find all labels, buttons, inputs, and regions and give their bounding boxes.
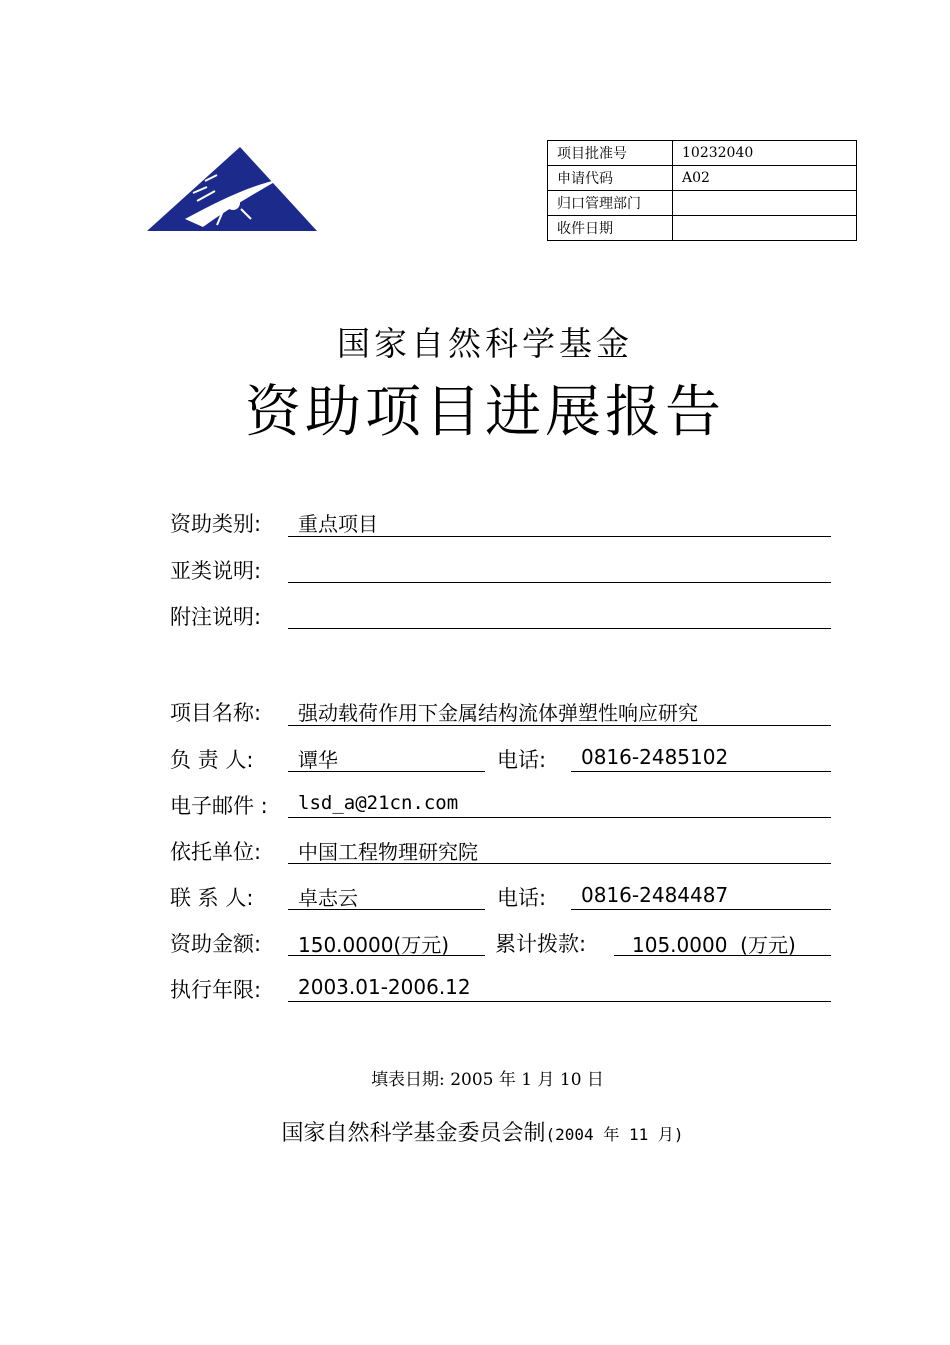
remark-note-label: 附注说明:	[170, 605, 262, 629]
table-row	[548, 141, 857, 166]
nsfc-logo-icon	[145, 145, 320, 235]
period-label: 执行年限:	[170, 978, 262, 1002]
funding-type-value: 重点项目	[298, 512, 378, 536]
cumulative-underline	[614, 955, 831, 956]
table-cell-label: 归口管理部门	[548, 191, 673, 216]
project-name-label: 项目名称:	[170, 701, 262, 725]
table-cell-label: 收件日期	[548, 216, 673, 241]
leader-phone-underline	[571, 771, 831, 772]
email-value: lsd_a@21cn.com	[298, 792, 459, 814]
contact-underline	[288, 909, 485, 910]
contact-phone-value: 0816-2484487	[581, 883, 729, 907]
contact-label: 联 系 人:	[170, 886, 254, 910]
maker-date: (2004 年 11 月)	[545, 1125, 684, 1144]
table-row	[548, 216, 857, 241]
title-foundation: 国家自然科学基金	[337, 324, 633, 363]
cumulative-label: 累计拨款:	[495, 932, 587, 956]
email-underline	[288, 817, 831, 818]
title-report: 资助项目进展报告	[245, 380, 725, 445]
period-underline	[288, 1001, 831, 1002]
table-cell-value: A02	[673, 166, 857, 191]
subtype-note-label: 亚类说明:	[170, 559, 262, 583]
leader-value: 谭华	[298, 748, 338, 772]
remark-note-underline	[288, 628, 831, 629]
table-cell-label: 申请代码	[548, 166, 673, 191]
fill-date: 填表日期: 2005 年 1 月 10 日	[371, 1070, 604, 1090]
institution-label: 依托单位:	[170, 840, 262, 864]
project-name-value: 强动载荷作用下金属结构流体弹塑性响应研究	[298, 701, 698, 725]
funding-type-label: 资助类别:	[170, 512, 262, 536]
maker-text: 国家自然科学基金委员会制	[281, 1121, 546, 1146]
leader-label: 负 责 人:	[170, 748, 254, 772]
table-cell-label: 项目批准号	[548, 141, 673, 166]
table-cell-value	[673, 216, 857, 241]
leader-phone-value: 0816-2485102	[581, 745, 729, 769]
contact-value: 卓志云	[298, 886, 358, 910]
amount-label: 资助金额:	[170, 932, 262, 956]
project-name-underline	[288, 725, 831, 726]
table-cell-value	[673, 191, 857, 216]
subtype-note-underline	[288, 582, 831, 583]
table-row	[548, 191, 857, 216]
table-row	[548, 166, 857, 191]
amount-value: 150.0000(万元)	[298, 933, 450, 957]
leader-phone-label: 电话:	[497, 748, 547, 772]
email-label: 电子邮件 :	[170, 794, 268, 818]
cumulative-value: 105.0000 (万元)	[632, 933, 796, 957]
contact-phone-label: 电话:	[497, 886, 547, 910]
institution-value: 中国工程物理研究院	[298, 840, 478, 864]
table-cell-value: 10232040	[673, 141, 857, 166]
approval-info-table	[547, 140, 857, 241]
institution-underline	[288, 863, 831, 864]
amount-underline	[288, 955, 485, 956]
period-value: 2003.01-2006.12	[298, 975, 471, 999]
leader-underline	[288, 771, 485, 772]
contact-phone-underline	[571, 909, 831, 910]
funding-type-underline	[288, 536, 831, 537]
maker-line	[0, 1116, 950, 1147]
